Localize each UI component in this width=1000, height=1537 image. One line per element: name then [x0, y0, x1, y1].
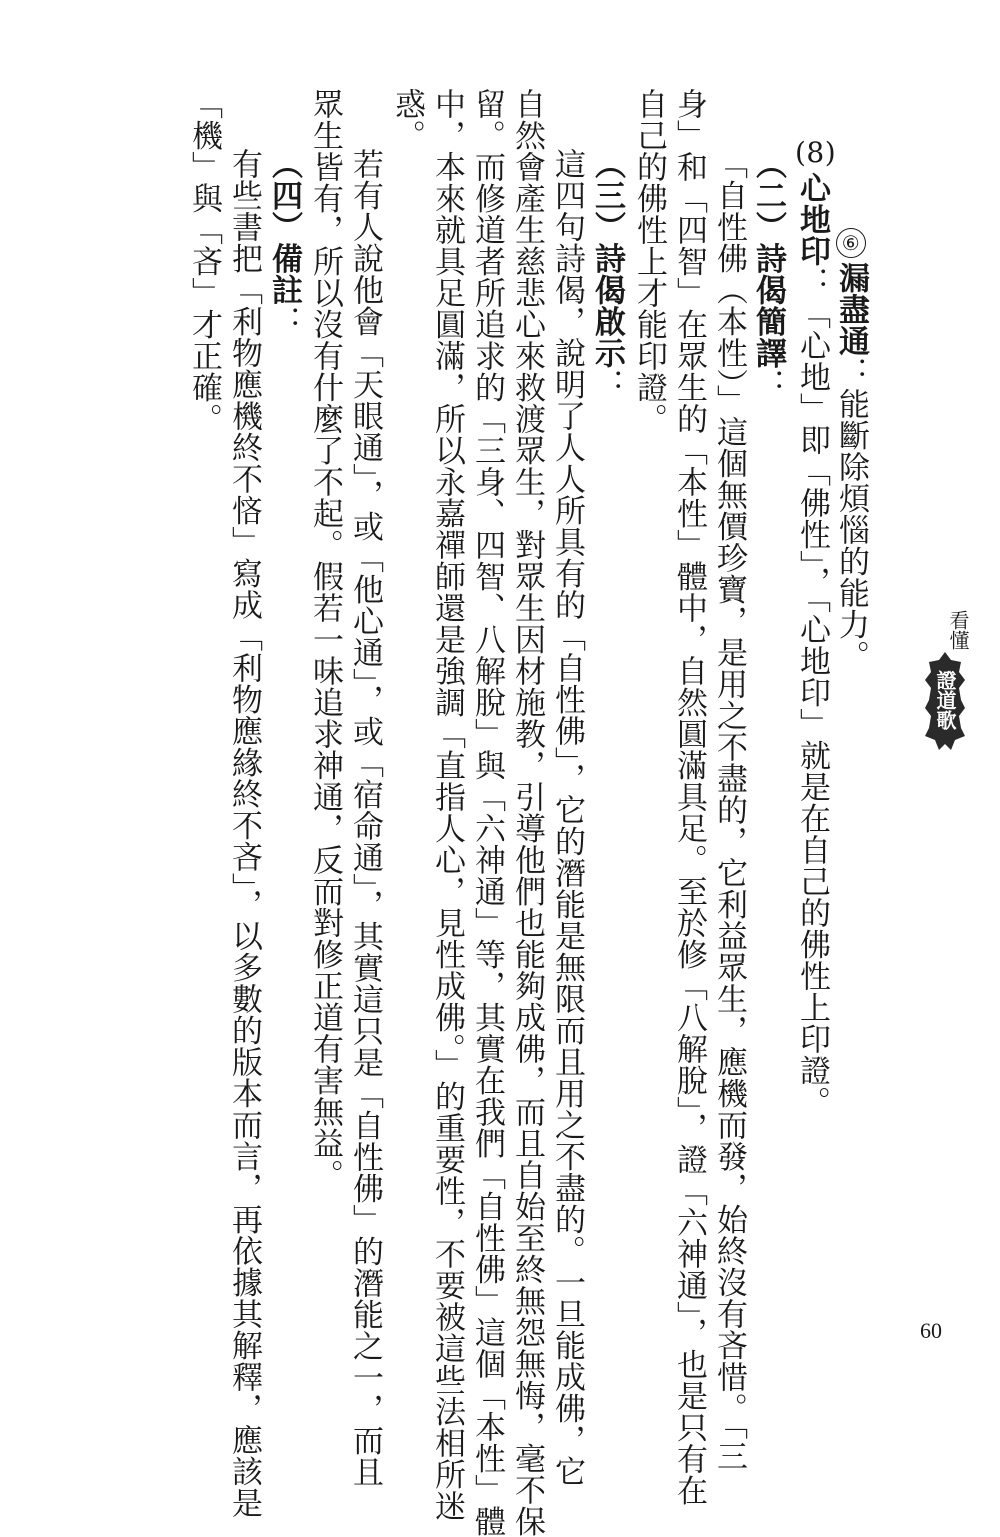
line-6: 自己的佛性上才能印證。	[631, 88, 667, 435]
logo-small-text: 看懂	[946, 610, 970, 650]
line-13: 若有人說他會「天眼通」，或「他心通」，或「宿命通」，其實這只是「自性佛」的潛能之一，而且	[347, 148, 383, 1488]
item-label: 心地印	[794, 172, 830, 267]
item-number: ⑥	[836, 228, 866, 258]
page-number: 60	[920, 1318, 942, 1343]
heading-text: （三）詩偈啟示	[589, 148, 625, 369]
book-logo	[920, 610, 970, 760]
line-1	[833, 228, 869, 672]
logo-badge-text: 證道歌	[933, 670, 957, 730]
line-8: 這四句詩偈，說明了人人所具有的「自性佛」，它的潛能是無限而且用之不盡的。一旦能成佛，它	[549, 148, 585, 1487]
line-9: 自然會產生慈悲心來救渡眾生，對眾生因材施教，引導他們也能夠成佛，而且自始至終無怨無悔，毫不保	[509, 88, 545, 1537]
line-4: 「自性佛（本性）」這個無價珍寶，是用之不盡的，它利益眾生，應機而發，始終沒有吝惜。「三	[711, 148, 747, 1472]
section-heading-4	[266, 148, 302, 337]
heading-colon: ：	[589, 368, 625, 400]
line-11: 中，本來就具足圓滿，所以永嘉禪師還是強調「直指人心，見性成佛。」的重要性，不要被這些法相所迷	[429, 88, 465, 1522]
line-17: 「機」與「吝」才正確。	[186, 88, 222, 435]
line-14: 眾生皆有，所以沒有什麼了不起。假若一味追求神通，反而對修正道有害無益。	[307, 88, 343, 1191]
item-label: 漏盡通	[833, 262, 869, 357]
line-2	[794, 136, 837, 1118]
item-text: ：「心地」即「佛性」，「心地印」就是在自己的佛性上印證。	[794, 266, 830, 1118]
heading-text: （二）詩偈簡譯	[750, 148, 786, 369]
heading-text: （四）備註	[266, 148, 302, 306]
heading-colon: ：	[266, 305, 302, 337]
section-heading-3	[589, 148, 625, 400]
item-text: ：能斷除煩惱的能力。	[833, 356, 869, 672]
section-heading-2	[750, 148, 786, 400]
line-5: 身」和「四智」在眾生的「本性」體中，自然圓滿具足。至於修「八解脫」，證「六神通」，也是只有在	[671, 88, 707, 1506]
item-number: (8)	[795, 136, 837, 169]
line-16: 有些書把「利物應機終不悋」寫成「利物應緣終不吝」，以多數的版本而言，再依據其解釋，應該是	[226, 148, 262, 1519]
line-10: 留。而修道者所追求的「三身、四智、八解脫」與「六神通」等，其實在我們「自性佛」這個「本性」體	[469, 88, 505, 1537]
line-12: 惑。	[389, 88, 425, 151]
heading-colon: ：	[750, 368, 786, 400]
